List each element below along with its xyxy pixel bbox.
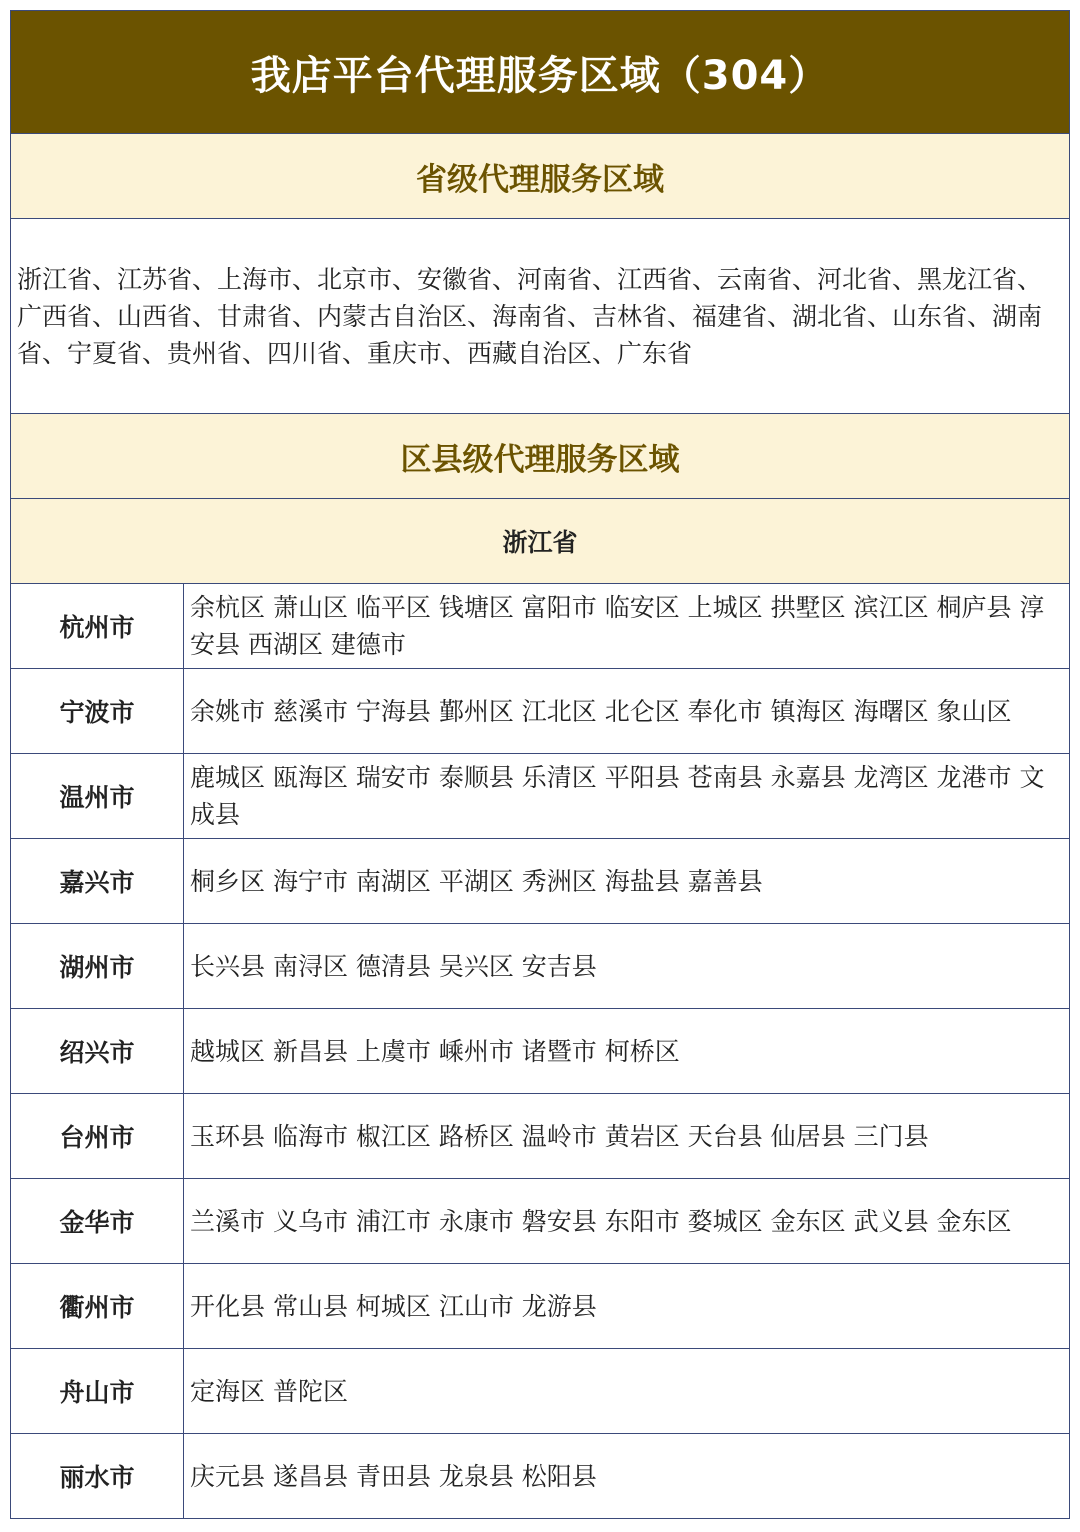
table-row	[11, 1094, 1069, 1179]
city-name: 绍兴市	[11, 1009, 184, 1093]
city-name: 丽水市	[11, 1434, 184, 1518]
city-rows	[11, 584, 1069, 1518]
title-bar	[11, 11, 1069, 134]
city-name: 湖州市	[11, 924, 184, 1008]
district-list: 余杭区 萧山区 临平区 钱塘区 富阳市 临安区 上城区 拱墅区 滨江区 桐庐县 淳安县 西湖区 建德市	[190, 593, 1045, 659]
district-list: 余姚市 慈溪市 宁海县 鄞州区 江北区 北仑区 奉化市 镇海区 海曙区 象山区	[190, 696, 1012, 726]
table-row	[11, 1179, 1069, 1264]
district-list: 越城区 新昌县 上虞市 嵊州市 诸暨市 柯桥区	[190, 1036, 680, 1066]
provincial-section-header	[11, 134, 1069, 219]
district-list: 庆元县 遂昌县 青田县 龙泉县 松阳县	[190, 1461, 597, 1491]
table-row	[11, 839, 1069, 924]
district-list: 桐乡区 海宁市 南湖区 平湖区 秀洲区 海盐县 嘉善县	[190, 866, 763, 896]
table-row	[11, 1434, 1069, 1518]
provincial-header-label: 省级代理服务区域	[416, 161, 664, 198]
city-name: 台州市	[11, 1094, 184, 1178]
provincial-region-list	[11, 219, 1069, 414]
district-list: 鹿城区 瓯海区 瑞安市 泰顺县 乐清区 平阳县 苍南县 永嘉县 龙湾区 龙港市 文成县	[190, 763, 1045, 829]
province-subheader	[11, 499, 1069, 584]
table-row	[11, 1009, 1069, 1094]
provincial-region-text: 浙江省、江苏省、上海市、北京市、安徽省、河南省、江西省、云南省、河北省、黑龙江省、广西省、山西省、甘肃省、内蒙古自治区、海南省、吉林省、福建省、湖北省、山东省、湖南省、宁夏省、贵州省、四川省、重庆市、西藏自治区、广东省	[17, 264, 1043, 368]
district-list: 长兴县 南浔区 德清县 吴兴区 安吉县	[190, 951, 597, 981]
district-list: 玉环县 临海市 椒江区 路桥区 温岭市 黄岩区 天台县 仙居县 三门县	[190, 1121, 929, 1151]
county-header-label: 区县级代理服务区域	[400, 441, 680, 478]
county-section-header	[11, 414, 1069, 499]
district-list: 定海区 普陀区	[190, 1376, 348, 1406]
district-list: 开化县 常山县 柯城区 江山市 龙游县	[190, 1291, 597, 1321]
table-row	[11, 924, 1069, 1009]
table-row	[11, 584, 1069, 669]
city-name: 温州市	[11, 754, 184, 838]
city-name: 舟山市	[11, 1349, 184, 1433]
city-name: 嘉兴市	[11, 839, 184, 923]
city-name: 金华市	[11, 1179, 184, 1263]
city-name: 衢州市	[11, 1264, 184, 1348]
district-list: 兰溪市 义乌市 浦江市 永康市 磐安县 东阳市 婺城区 金东区 武义县 金东区	[190, 1206, 1012, 1236]
province-name: 浙江省	[502, 528, 578, 557]
page-title: 我店平台代理服务区域（304）	[250, 52, 830, 99]
table-row	[11, 1264, 1069, 1349]
city-name: 宁波市	[11, 669, 184, 753]
city-name: 杭州市	[11, 584, 184, 668]
table-row	[11, 754, 1069, 839]
table-row	[11, 669, 1069, 754]
agency-region-table	[10, 10, 1070, 1519]
table-row	[11, 1349, 1069, 1434]
